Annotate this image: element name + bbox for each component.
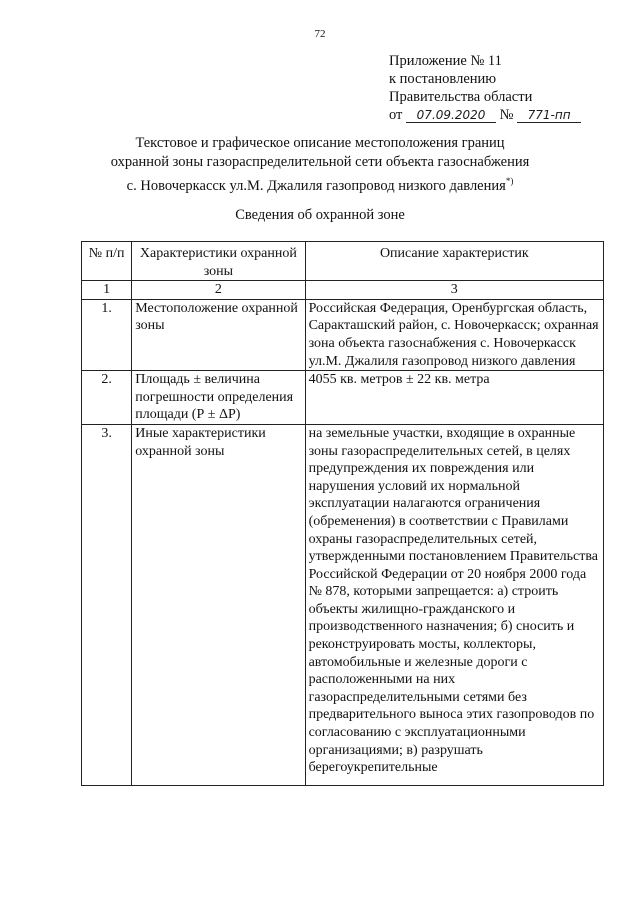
title-line-3-text: с. Новочеркасск ул.М. Джалиля газопровод низкого давления xyxy=(126,177,506,194)
row-number: 1. xyxy=(82,299,132,370)
row-characteristic: Иные характеристики охранной зоны xyxy=(132,424,305,785)
row-characteristic: Площадь ± величина погрешности определения площади (Р ± ΔР) xyxy=(132,371,305,425)
zone-info-table xyxy=(81,241,604,786)
header-characteristic: Характеристики охранной зоны xyxy=(132,242,305,281)
appendix-date-row xyxy=(389,106,581,124)
row-description: Российская Федерация, Оренбургская область, Саракташский район, с. Новочеркасск; охранная зона объекта газоснабжения с. Новочеркасск ул.М. Джалиля газопровод низкого давления xyxy=(305,299,603,370)
index-cell-1: 1 xyxy=(82,281,132,300)
title-line-2: охранной зоны газораспределительной сети объекта газоснабжения xyxy=(110,154,530,170)
table-row xyxy=(82,299,604,370)
row-description: 4055 кв. метров ± 22 кв. метра xyxy=(305,371,603,425)
row-description: на земельные участки, входящие в охранные зоны газораспределительных сетей, в целях предупреждения их повреждения или нарушения условий их нормальной эксплуатации налагаются ограничения (обременения) в соответствии с Правилами охраны газораспределительных сетей, утвержденными постановлением Правительства Российской Федерации от 20 ноября 2000 года № 878, которыми запрещается: а) строить объекты жилищно-гражданского и производственного назначения; б) сносить и реконструировать мосты, коллекторы, автомобильные и железные дороги с расположенными на них газораспределительными сетями без предварительного выноса этих газопроводов по согласованию с эксплуатационными организациями; в) разрушать берегоукрепительные xyxy=(305,424,603,785)
title-line-1: Текстовое и графическое описание местоположения границ xyxy=(135,135,505,151)
row-number: 3. xyxy=(82,424,132,785)
table-header-row xyxy=(82,242,604,281)
appendix-line-2: к постановлению xyxy=(389,71,497,87)
section-subtitle: Сведения об охранной зоне xyxy=(235,207,405,223)
appendix-block xyxy=(389,52,581,124)
header-number: № п/п xyxy=(82,242,132,281)
index-cell-3: 3 xyxy=(305,281,603,300)
appendix-line-1: Приложение № 11 xyxy=(389,53,502,69)
row-number: 2. xyxy=(82,371,132,425)
table-row xyxy=(82,371,604,425)
footnote-mark: *) xyxy=(505,176,514,186)
handwritten-number: 771-пп xyxy=(517,108,581,123)
table-row xyxy=(82,424,604,785)
number-label: № xyxy=(499,107,514,123)
row-characteristic: Местоположение охранной зоны xyxy=(132,299,305,370)
title-line-3 xyxy=(0,172,640,196)
table-index-row xyxy=(82,281,604,300)
document-title xyxy=(0,134,640,196)
from-label: от xyxy=(389,107,403,123)
handwritten-date: 07.09.2020 xyxy=(406,108,496,123)
page-number: 72 xyxy=(314,28,326,40)
appendix-line-3: Правительства области xyxy=(389,89,533,105)
header-description: Описание характеристик xyxy=(305,242,603,281)
index-cell-2: 2 xyxy=(132,281,305,300)
